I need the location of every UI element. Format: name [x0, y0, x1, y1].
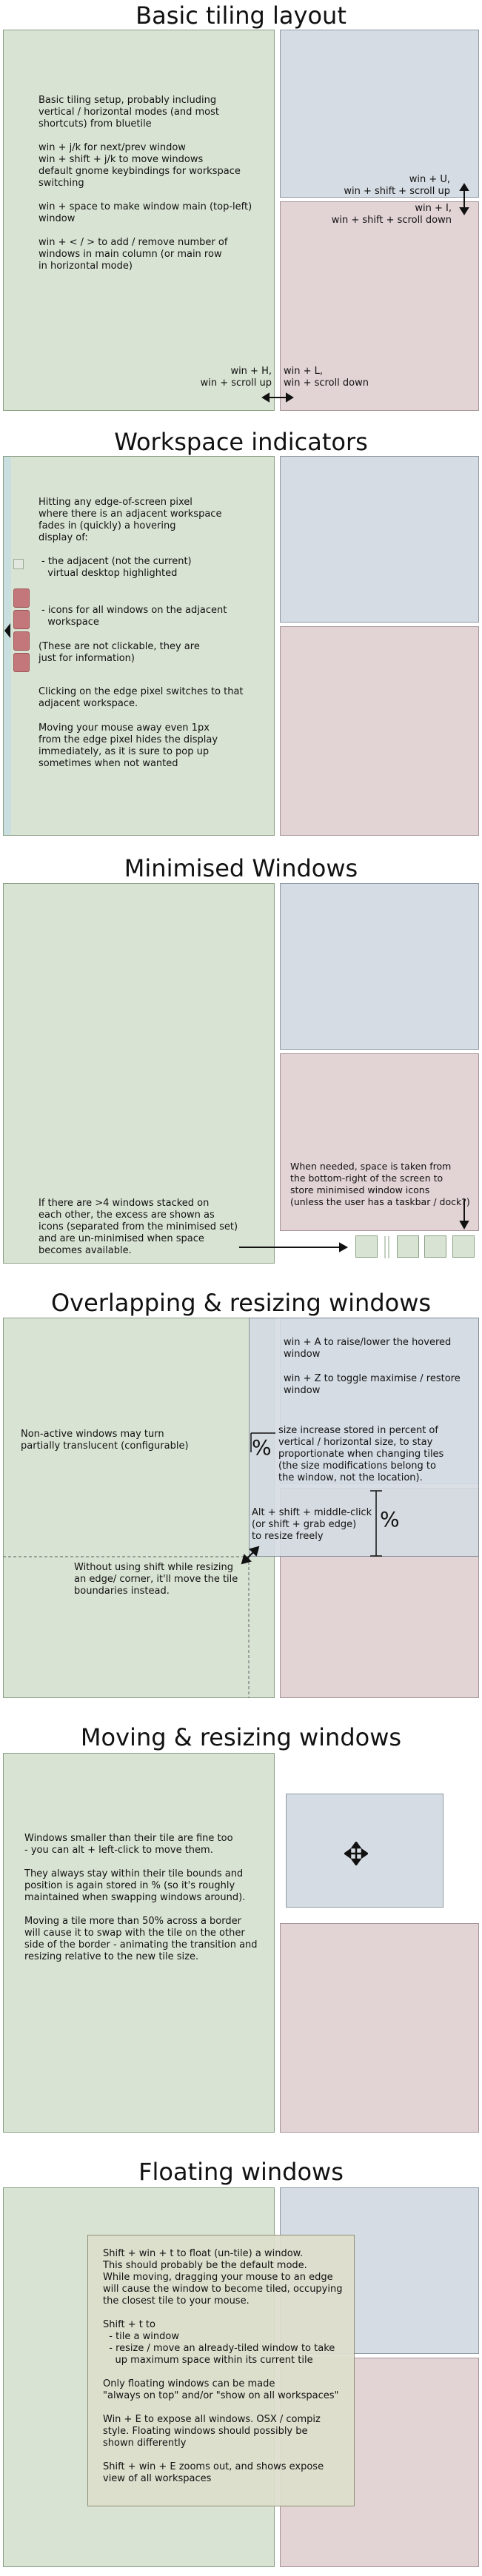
- minimised-arrows: [0, 1184, 482, 1266]
- percent-icon: %: [380, 1507, 400, 1532]
- window-icon: [13, 588, 30, 608]
- window-icon: [13, 631, 30, 651]
- percent-icon: %: [252, 1435, 272, 1460]
- section-title-minimised: Minimised Windows: [124, 854, 358, 882]
- workspace-text-highlight: - the adjacent (not the current) virtual desktop highlighted: [41, 556, 192, 579]
- bottom-right-tile: [280, 1923, 479, 2133]
- section-title-floating: Floating windows: [138, 2158, 344, 2186]
- section-title-basic: Basic tiling layout: [135, 1, 347, 30]
- workspace-text-intro: Hitting any edge-of-screen pixel where there is an adjacent workspace fades in (quickly) a hovering display of:: [39, 497, 222, 543]
- edge-pointer-icon: [3, 622, 12, 640]
- adjacent-desktop-icon: [13, 559, 24, 569]
- minimised-space-text: When needed, space is taken from the bottom-right of the screen to store minimised window icons (unless the user has a taskbar / dock?): [290, 1161, 470, 1207]
- section-title-moving: Moving & resizing windows: [80, 1723, 402, 1751]
- resize-left-shortcut: win + H, win + scroll up: [200, 366, 272, 389]
- bottom-right-tile: [280, 626, 479, 836]
- workspace-edge-highlight: [4, 457, 11, 835]
- overlap-guides: [0, 1258, 482, 1703]
- raise-lower-text: win + A to raise/lower the hovered window: [284, 1337, 452, 1360]
- basic-tiling-notes: Basic tiling setup, probably including vertical / horizontal modes (and most shortcuts) from bluetile win + j/k for next/prev window win + shift + j/k to move windows default gnome keybindings for workspace switching win + space to make window main (top-left) window win + < / > to add / remove number of windows in main column (or main row in horizontal mode): [39, 95, 252, 272]
- minimised-stack-text: If there are >4 windows stacked on each other, the excess are shown as icons (separated from the minimised set) and are un-minimised when space becomes available.: [39, 1198, 238, 1256]
- resize-arrows: [0, 0, 482, 444]
- workspace-text-hide: Moving your mouse away even 1px from the edge pixel hides the display immediately, as it is sure to pop up sometimes when not wanted: [39, 722, 218, 769]
- workspace-text-click: Clicking on the edge pixel switches to that adjacent workspace.: [39, 686, 244, 709]
- resize-right-shortcut: win + L, win + scroll down: [284, 366, 369, 389]
- translucent-text: Non-active windows may turn partially translucent (configurable): [21, 1429, 189, 1452]
- section-title-workspace: Workspace indicators: [114, 428, 368, 456]
- section-title-overlap: Overlapping & resizing windows: [50, 1289, 432, 1317]
- window-icon: [13, 610, 30, 629]
- moving-text: Windows smaller than their tile are fine too - you can alt + left-click to move them. They always stay within their tile bounds and position is again stored in % (so it's roughly maintained when swapping windows around). Moving a tile more than 50% across a border will cause it to swap with the tile on the other side of the border - animating the transition and resizing relative to the new tile size.: [24, 1833, 258, 1962]
- window-icon: [13, 653, 30, 672]
- shift-resize-text: Without using shift while resizing an edge/ corner, it'll move the tile boundaries instead.: [74, 1562, 238, 1597]
- percent-storage-text: size increase stored in percent of vertical / horizontal size, to stay proportionate when changing tiles (the size modifications belong to the window, not the location).: [278, 1425, 444, 1483]
- top-right-tile: [280, 456, 479, 623]
- top-right-tile: [280, 883, 479, 1050]
- resize-up-shortcut: win + U, win + shift + scroll up: [344, 174, 450, 197]
- alt-resize-text: Alt + shift + middle-click (or shift + grab edge) to resize freely: [252, 1507, 372, 1542]
- floating-text: Shift + win + t to float (un-tile) a window. This should probably be the default mode. While moving, dragging your mouse to an edge will cause the window to become tiled, occupying the closest tile to your mouse. Shift + t to - tile a window - resize / move an already-tiled window to take up maximum space within its current tile Only floating windows can be made "always on top" and/or "show on all workspaces" Win + E to expose all windows. OSX / compiz style. Floating windows should possibly be shown differently Shift + win + E zooms out, and shows expose view of all workspaces: [103, 2248, 343, 2484]
- maximise-text: win + Z to toggle maximise / restore window: [284, 1373, 461, 1396]
- workspace-text-info: (These are not clickable, they are just for information): [39, 641, 200, 664]
- workspace-text-icons: - icons for all windows on the adjacent workspace: [41, 605, 227, 628]
- move-cursor-icon: [344, 1842, 368, 1865]
- resize-down-shortcut: win + I, win + shift + scroll down: [331, 203, 452, 226]
